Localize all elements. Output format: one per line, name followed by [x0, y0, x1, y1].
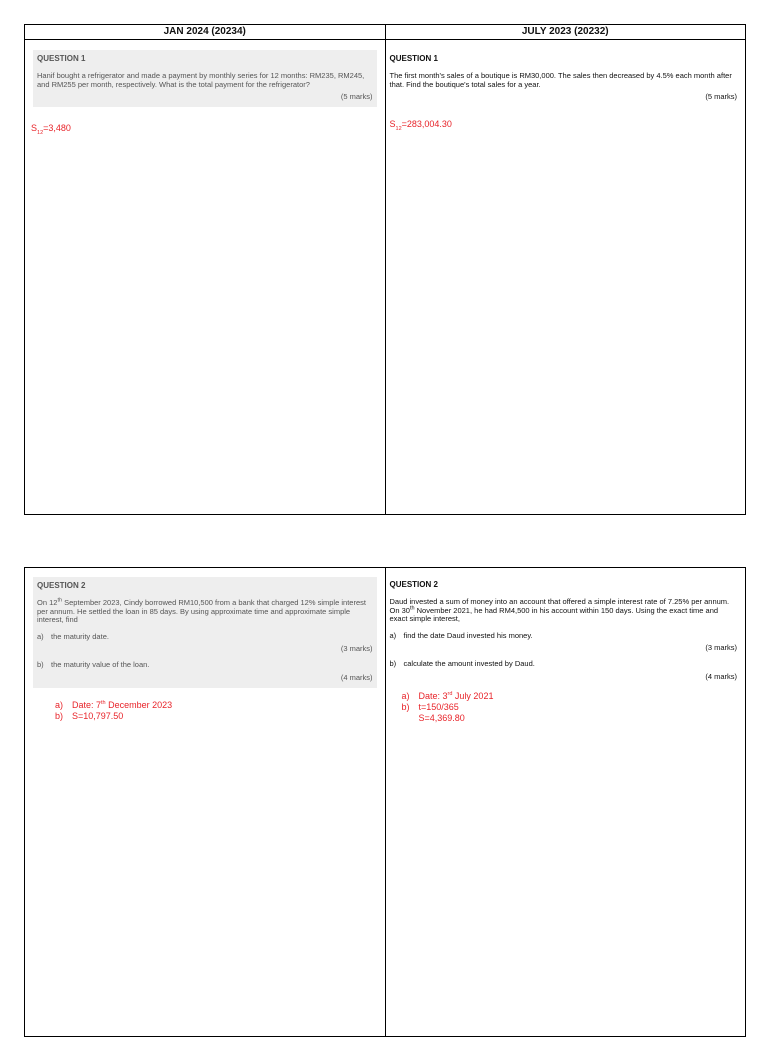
- text-part: November 2021, he had RM4,500 in his account within 150 days. Using the exact time and exact simple interest,: [389, 605, 719, 623]
- answer-symbol: S: [31, 123, 38, 133]
- question-text: The first month's sales of a boutique is RM30,000. The sales then decreased by 4.5% each month after that. Find the boutique's total sales for a year.: [389, 71, 732, 89]
- subquestion-label: b): [389, 659, 397, 668]
- subquestion-a: [390, 632, 738, 641]
- answer-label: b): [401, 701, 410, 712]
- question-table-2: [24, 567, 746, 1037]
- answer-label: b): [55, 710, 64, 721]
- header-july-2023: JULY 2023 (20232): [521, 26, 609, 37]
- answer-label: a): [401, 690, 410, 701]
- answer-b: [402, 702, 746, 713]
- answer-symbol: S: [389, 119, 396, 129]
- answer-text: Date: 7: [72, 699, 102, 710]
- subquestion-text: the maturity date.: [51, 631, 109, 641]
- header-jan-2024: JAN 2024 (20234): [25, 25, 386, 39]
- jan-2024-column: [25, 40, 386, 514]
- answer-b-continued: [402, 713, 746, 724]
- marks-label: (4 marks): [705, 671, 737, 681]
- text-part: September 2023, Cindy borrowed RM10,500 from a bank that charged 12% simple interest per annum. He settled the loan in 85 days. By using approximate time and approximate simple interest, find: [37, 598, 366, 624]
- question-box: [390, 50, 738, 105]
- table-body: [25, 40, 745, 514]
- answer-subscript: 12: [37, 129, 44, 136]
- subquestion-b: [37, 661, 373, 670]
- subquestion-text: the maturity value of the loan.: [51, 660, 150, 669]
- answer-superscript: rd: [447, 690, 453, 697]
- answer-text: Date: 3: [418, 690, 448, 701]
- subquestion-a: [37, 633, 373, 642]
- answer-text: July 2021: [452, 690, 494, 701]
- answer-superscript: th: [101, 699, 106, 706]
- subquestion-text: find the date Daud invested his money.: [403, 630, 533, 640]
- subquestion-text: calculate the amount invested by Daud.: [403, 659, 535, 668]
- question-box: [33, 577, 377, 688]
- answer-a: [55, 700, 385, 711]
- question-title: QUESTION 2: [389, 580, 438, 589]
- answer-subscript: 12: [395, 125, 402, 132]
- question-text: [390, 598, 738, 624]
- question-table-1: [24, 24, 746, 515]
- july-2023-column: [386, 568, 746, 1036]
- table-header: [25, 25, 745, 40]
- answer: [402, 691, 746, 724]
- answer: [55, 700, 385, 722]
- marks-label: (3 marks): [340, 644, 373, 653]
- answer: [31, 123, 385, 134]
- subquestion-b: [390, 660, 738, 669]
- answer-text: S=10,797.50: [72, 710, 124, 721]
- answer-value: =283,004.30: [401, 119, 452, 129]
- answer-indent: [402, 713, 419, 724]
- question-title: QUESTION 1: [389, 54, 438, 63]
- question-text: [37, 599, 373, 625]
- marks-label: (5 marks): [705, 92, 737, 101]
- jan-2024-column: [25, 568, 386, 1036]
- answer: [390, 119, 746, 130]
- answer-text: December 2023: [105, 699, 173, 710]
- text-superscript: th: [409, 605, 415, 611]
- answer-value: =3,480: [43, 123, 71, 133]
- table-body: [25, 568, 745, 1036]
- question-box: [390, 576, 738, 685]
- text-part: Daud invested a sum of money into an account that offered a simple interest rate of 7.25% per annum. On 30: [389, 597, 730, 615]
- text-part: On 12: [37, 598, 58, 607]
- question-title: QUESTION 2: [37, 581, 86, 590]
- text-superscript: th: [57, 597, 63, 604]
- answer-a: [402, 691, 746, 702]
- answer-text: t=150/365: [418, 701, 459, 712]
- question-text: Hanif bought a refrigerator and made a payment by monthly series for 12 months: RM235, RM245, and RM255 per month, respectively. What is the total payment for the refrigerator?: [37, 71, 365, 89]
- question-title: QUESTION 1: [37, 54, 86, 63]
- marks-label: (3 marks): [705, 643, 737, 652]
- question-box: [33, 50, 377, 107]
- marks-label: (5 marks): [340, 92, 373, 101]
- july-2023-column: [386, 40, 746, 514]
- subquestion-label: b): [37, 660, 44, 669]
- marks-label: (4 marks): [340, 672, 373, 682]
- answer-label: a): [55, 699, 64, 710]
- subquestion-label: a): [389, 630, 397, 640]
- answer-text: S=4,369.80: [418, 712, 465, 723]
- answer-b: [55, 711, 385, 722]
- subquestion-label: a): [37, 631, 44, 641]
